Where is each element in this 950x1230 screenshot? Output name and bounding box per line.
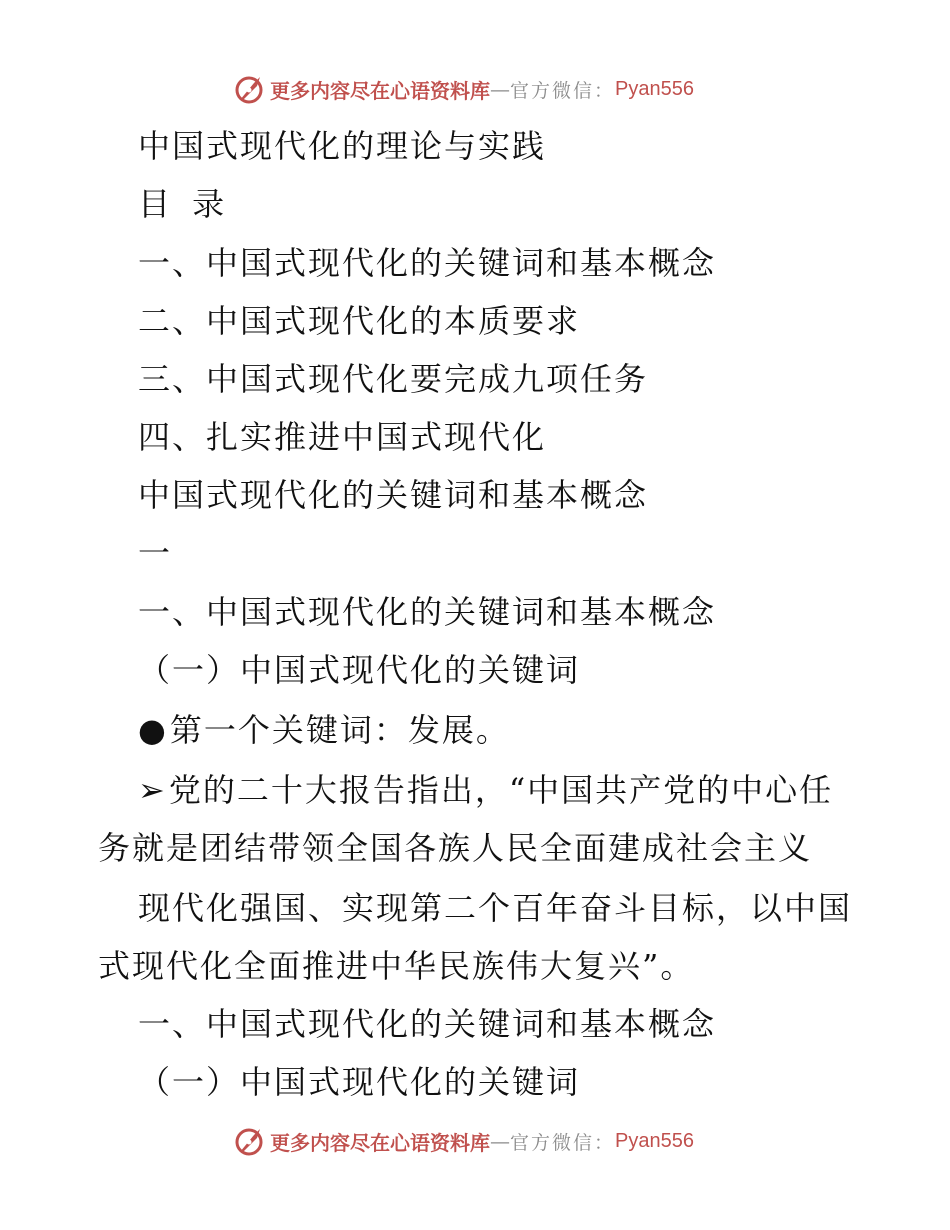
repeat-subheading: （一）中国式现代化的关键词 bbox=[138, 1063, 581, 1101]
quote-line-2: 务就是团结带领全国各族人民全面建成社会主义 bbox=[98, 829, 813, 867]
toc-item-4: 四、扎实推进中国式现代化 bbox=[138, 418, 547, 456]
repeat-heading: 一、中国式现代化的关键词和基本概念 bbox=[138, 1005, 717, 1043]
quote-line-1-text: 党的二十大报告指出，“中国共产党的中心任 bbox=[168, 771, 834, 809]
section-number: 一 bbox=[138, 534, 173, 572]
footer-wechat-label: 官方微信： bbox=[510, 1131, 616, 1154]
footer-wechat-id: Pyan556 bbox=[615, 1129, 694, 1152]
footer-slogan: 更多内容尽在心语资料库 bbox=[270, 1130, 490, 1155]
section-title: 中国式现代化的关键词和基本概念 bbox=[138, 476, 649, 514]
footer-banner bbox=[234, 1124, 694, 1158]
quote-line-1 bbox=[138, 770, 833, 810]
quill-logo-icon bbox=[234, 1125, 266, 1157]
header-banner bbox=[234, 72, 694, 106]
quote-line-4: 式现代化全面推进中华民族伟大复兴”。 bbox=[98, 947, 695, 985]
subsection-heading: （一）中国式现代化的关键词 bbox=[138, 651, 581, 689]
quote-line-3: 现代化强国、实现第二个百年奋斗目标，以中国 bbox=[138, 889, 853, 927]
toc-heading: 目 录 bbox=[138, 185, 231, 223]
toc-item-2: 二、中国式现代化的本质要求 bbox=[138, 302, 581, 340]
section-heading: 一、中国式现代化的关键词和基本概念 bbox=[138, 593, 717, 631]
banner-slogan: 更多内容尽在心语资料库 bbox=[270, 78, 490, 103]
footer-dash: — bbox=[490, 1129, 510, 1153]
document-title: 中国式现代化的理论与实践 bbox=[138, 127, 547, 165]
banner-wechat-id: Pyan556 bbox=[615, 77, 694, 100]
bullet-icon: ● bbox=[138, 711, 168, 749]
toc-item-1: 一、中国式现代化的关键词和基本概念 bbox=[138, 244, 717, 282]
toc-item-3: 三、中国式现代化要完成九项任务 bbox=[138, 360, 649, 398]
banner-wechat-label: 官方微信： bbox=[510, 79, 616, 102]
quill-logo-icon bbox=[234, 73, 266, 105]
keyword-line bbox=[138, 710, 510, 750]
arrow-bullet-icon: ➢ bbox=[138, 771, 167, 809]
banner-dash: — bbox=[490, 77, 510, 101]
keyword-text: 第一个关键词：发展。 bbox=[169, 711, 510, 749]
